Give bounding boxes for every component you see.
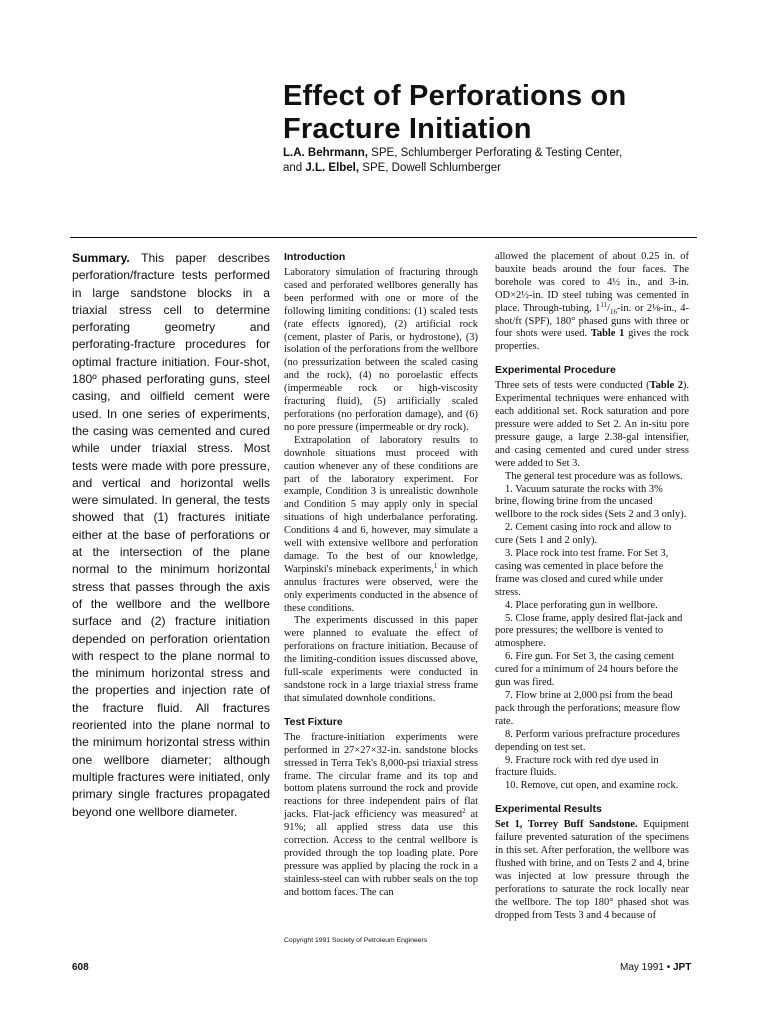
reference-2: 2 xyxy=(462,807,466,816)
test-fixture-rest: at 91%; all applied stress data use this correction. Access to the central wellbore is provided through the top loading plate. Pore pressure was applied by placing the rock in a stainless-steel can with rubber seals on the top and bottom faces. The can xyxy=(284,809,478,898)
table-1-reference: Table 1 xyxy=(590,328,625,340)
procedure-step: 4. Place perforating gun in wellbore. xyxy=(505,599,658,611)
copyright-notice: Copyright 1991 Society of Petroleum Engineers xyxy=(284,937,428,944)
summary-paragraph xyxy=(72,250,270,821)
procedure-step: 3. Place rock into test frame. For Set 3, casing was cemented in place before the frame was closed and cured while under stress. xyxy=(495,548,669,598)
introduction-heading: Introduction xyxy=(284,251,346,263)
procedure-step: 9. Fracture rock with red dye used in fracture fluids. xyxy=(495,754,659,779)
procedure-step: 1. Vacuum saturate the rocks with 3% brine, flowing brine from the uncased wellbore to the rock sides (Sets 2 and 3 only). xyxy=(495,483,687,521)
results-set-1-label: Set 1, Torrey Buff Sandstone. xyxy=(495,819,638,831)
procedure-paragraph-2: The general test procedure was as follows. xyxy=(505,470,683,482)
procedure-step: 2. Cement casing into rock and allow to cure (Sets 1 and 2 only). xyxy=(495,522,672,547)
author-block xyxy=(283,146,723,176)
introduction-p2-rest: in which annulus fractures were observed, were the only experiments conducted in the absence of these conditions. xyxy=(284,563,478,614)
results-paragraph xyxy=(495,819,689,922)
experimental-procedure-heading: Experimental Procedure xyxy=(495,364,616,377)
introduction-p2-text: Extrapolation of laboratory results to downhole situations must proceed with caution whenever any of these conditions are part of the laboratory experiment. For example, Condition 3 is unrealistic downhole and Condition 5 may apply only in special situations of high underbalance perforating. Conditions 4 and 6, however, may simulate a well with extensive wellbore and perforation damage. To the best of our knowledge, Warpinski's mineback experiments, xyxy=(284,434,478,575)
author-line-2 xyxy=(283,161,723,176)
summary-lead: Summary. xyxy=(72,251,130,265)
test-fixture-paragraph xyxy=(284,732,478,900)
results-text: Equipment failure prevented saturation of the specimens in this set. After perforation, the wellbore was flushed with brine, and on Tests 2 and 4, brine was injected at low pressure through the perforations to saturate the rock locally near the wellbore. The top 180° phased shot was dropped from Tests 3 and 4 because of xyxy=(495,819,689,921)
table-2-reference: Table 2 xyxy=(649,380,683,392)
author-affiliation-2: SPE, Dowell Schlumberger xyxy=(359,162,501,174)
procedure-step: 8. Perform various prefracture procedures depending on test set. xyxy=(495,728,680,753)
experimental-results-heading: Experimental Results xyxy=(495,803,602,816)
procedure-paragraph-1 xyxy=(495,380,689,470)
column-middle xyxy=(284,251,478,900)
author-name-behrmann: L.A. Behrmann, xyxy=(283,147,368,159)
fraction-numerator: 11 xyxy=(600,300,608,309)
author-line-1 xyxy=(283,146,723,161)
continued-text-2: -in. or 2⅛-in., 4-shot/ft (SPF), 180° phased guns with three or four shots were used. xyxy=(495,302,689,340)
reference-1: 1 xyxy=(433,561,438,570)
footer-date: May 1991 • xyxy=(620,962,673,973)
continued-paragraph: allowed the placement of about 0.25 in. of bauxite beads around the four faces. The borehole was cored to 4½ in., and 3-in. OD×2½-in. ID steel tubing was cemented in place. Through-tubing, $1^{11}/_{16}-in$. or 2⅛-in., 4-shot/ft (SPF), 180° phased guns with three or four shots were used. Table 1 gives the rock properties. xyxy=(495,251,689,353)
continued-text: allowed the placement of about 0.25 in. of bauxite beads around the four faces. The borehole was cored to 4½ in., and 3-in. OD×2½-in. ID steel tubing was cemented in place. Through-tubing, 1 xyxy=(495,251,689,314)
procedure-step: 5. Close frame, apply desired flat-jack and pore pressures; the wellbore is vented to atmosphere. xyxy=(495,612,683,650)
test-fixture-text: The fracture-initiation experiments were performed in 27×27×32-in. sandstone blocks stressed in Terra Tek's 8,000-psi triaxial stress frame. The circular frame and its top and bottom platens surround the rock and provide reactions for three independent pairs of flat jacks. Flat-jack efficiency was measured xyxy=(284,731,478,821)
summary-text: This paper describes perforation/fracture tests performed in large sandstone blocks in a triaxial stress cell to determine perforating geometry and perforating-fracture procedures for optimal fracture initiation. Four-shot, 180º phased perforating guns, steel casing, and oilfield cement were used. In one series of experiments, the casing was cemented and cured while under triaxial stress. Most tests were made with pore pressure, and vertical and horizontal wells were simulated. In general, the tests showed that (1) fractures initiate either at the base of perforations or at the intersection of the plane normal to the minimum horizontal stress that passes through the axis of the wellbore and the wellbore surface and (2) fracture initiation depended on perforation orientation with respect to the plane normal to the minimum horizontal stress and the properties and injection rate of the fracture fluid. All fractures reoriented into the plane normal to the minimum horizontal stress within one wellbore diameter; although multiple fractures were initiated, only primary single fractures propagated beyond one wellbore diameter. xyxy=(72,251,270,819)
test-fixture-heading: Test Fixture xyxy=(284,715,343,728)
author-conjunction: and xyxy=(283,162,306,174)
paper-title: Effect of Perforations on Fracture Initiation xyxy=(283,80,627,145)
header-rule xyxy=(70,237,697,238)
procedure-step: 7. Flow brine at 2,000 psi from the bead pack through the perforations; measure flow rate. xyxy=(495,690,681,727)
footer-journal: JPT xyxy=(672,962,692,973)
procedure-p1-post: ). Experimental techniques were enhanced with each additional set. Rock saturation and pore pressure were added to Set 2. An in-situ pore pressure gauge, a large 2.38-gal intensifier, and casing cemented and cured under stress were added to Set 3. xyxy=(495,380,690,469)
procedure-step: 6. Fire gun. For Set 3, the casing cement cured for a minimum of 24 hours before the gun was fired. xyxy=(495,651,679,689)
continued-text-end: gives the rock properties. xyxy=(495,328,689,353)
introduction-paragraph-2 xyxy=(284,435,478,616)
fraction-denominator: 16 xyxy=(610,307,618,316)
author-name-elbel: J.L. Elbel, xyxy=(305,162,360,174)
introduction-paragraph-3: The experiments discussed in this paper were planned to evaluate the effect of perforations on fracture initiation. Because of the limiting-condition issues discussed above, full-scale experiments were conducted in sandstone rock in a large triaxial stress frame that simulated downhole conditions. xyxy=(284,615,478,704)
procedure-p1-pre: Three sets of tests were conducted ( xyxy=(495,380,650,392)
procedure-step: 10. Remove, cut open, and examine rock. xyxy=(505,780,679,792)
introduction-paragraph-1: Laboratory simulation of fracturing through cased and perforated wellbores generally has been performed with one or more of the following limiting conditions: (1) scaled tests (rate effects ignored), (2) artificial rock (cement, plaster of Paris, or hydrostone), (3) isolation of the perforations from the wellbore (no pressurization between the scaled casing and the rock), (4) no poroelastic effects (impermeable rock or high-viscosity fracturing fluid), (5) artificially scaled perforations (no perforation damage), and (6) no pore pressure (impermeable or dry rock). xyxy=(284,267,478,433)
column-right xyxy=(495,251,689,923)
author-affiliation-1: SPE, Schlumberger Perforating & Testing Center, xyxy=(367,147,623,159)
page-number: 608 xyxy=(72,962,89,973)
footer-journal-date xyxy=(620,962,691,973)
